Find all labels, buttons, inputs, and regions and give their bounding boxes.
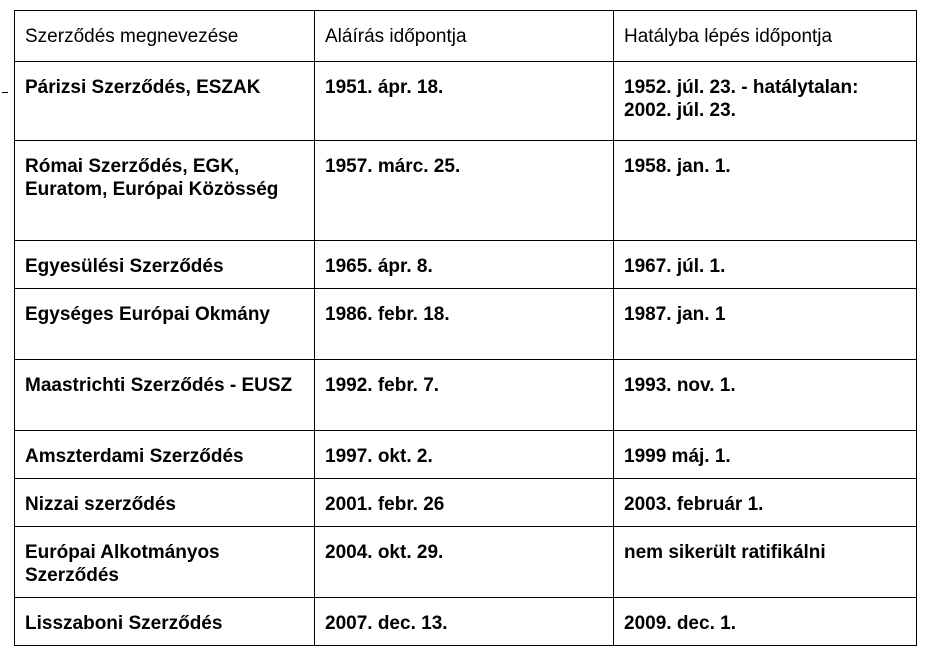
table-row [15,598,917,646]
cell-treaty-name: Lisszaboni Szerződés [15,598,315,646]
cell-treaty-name: Nizzai szerződés [15,479,315,527]
cell-entry-into-force: 1958. jan. 1. [614,141,917,241]
cell-signing-date: 2001. febr. 26 [315,479,614,527]
table-row [15,479,917,527]
cell-treaty-name: Amszterdami Szerződés [15,431,315,479]
cell-entry-into-force: 1952. júl. 23. - hatálytalan: 2002. júl. 23. [614,62,917,141]
table-row [15,289,917,360]
table-row [15,527,917,598]
table-row [15,360,917,431]
table-header-row [15,11,917,62]
cell-signing-date: 1997. okt. 2. [315,431,614,479]
margin-mark [2,92,8,93]
cell-signing-date: 1951. ápr. 18. [315,62,614,141]
cell-signing-date: 2007. dec. 13. [315,598,614,646]
table-row [15,62,917,141]
table-row [15,141,917,241]
cell-entry-into-force: 2003. február 1. [614,479,917,527]
cell-signing-date: 2004. okt. 29. [315,527,614,598]
header-signing-date: Aláírás időpontja [315,11,614,62]
header-treaty-name: Szerződés megnevezése [15,11,315,62]
cell-treaty-name: Egyesülési Szerződés [15,241,315,289]
treaty-table [14,10,917,646]
cell-entry-into-force: 1993. nov. 1. [614,360,917,431]
cell-entry-into-force: 2009. dec. 1. [614,598,917,646]
cell-signing-date: 1965. ápr. 8. [315,241,614,289]
cell-entry-into-force: 1999 máj. 1. [614,431,917,479]
cell-entry-into-force: nem sikerült ratifikálni [614,527,917,598]
cell-entry-into-force: 1967. júl. 1. [614,241,917,289]
table-row [15,241,917,289]
cell-treaty-name: Egységes Európai Okmány [15,289,315,360]
header-entry-into-force: Hatályba lépés időpontja [614,11,917,62]
cell-entry-into-force: 1987. jan. 1 [614,289,917,360]
cell-treaty-name: Maastrichti Szerződés - EUSZ [15,360,315,431]
cell-signing-date: 1992. febr. 7. [315,360,614,431]
table-row [15,431,917,479]
cell-treaty-name: Római Szerződés, EGK, Euratom, Európai Közösség [15,141,315,241]
cell-signing-date: 1986. febr. 18. [315,289,614,360]
cell-treaty-name: Európai Alkotmányos Szerződés [15,527,315,598]
cell-signing-date: 1957. márc. 25. [315,141,614,241]
cell-treaty-name: Párizsi Szerződés, ESZAK [15,62,315,141]
